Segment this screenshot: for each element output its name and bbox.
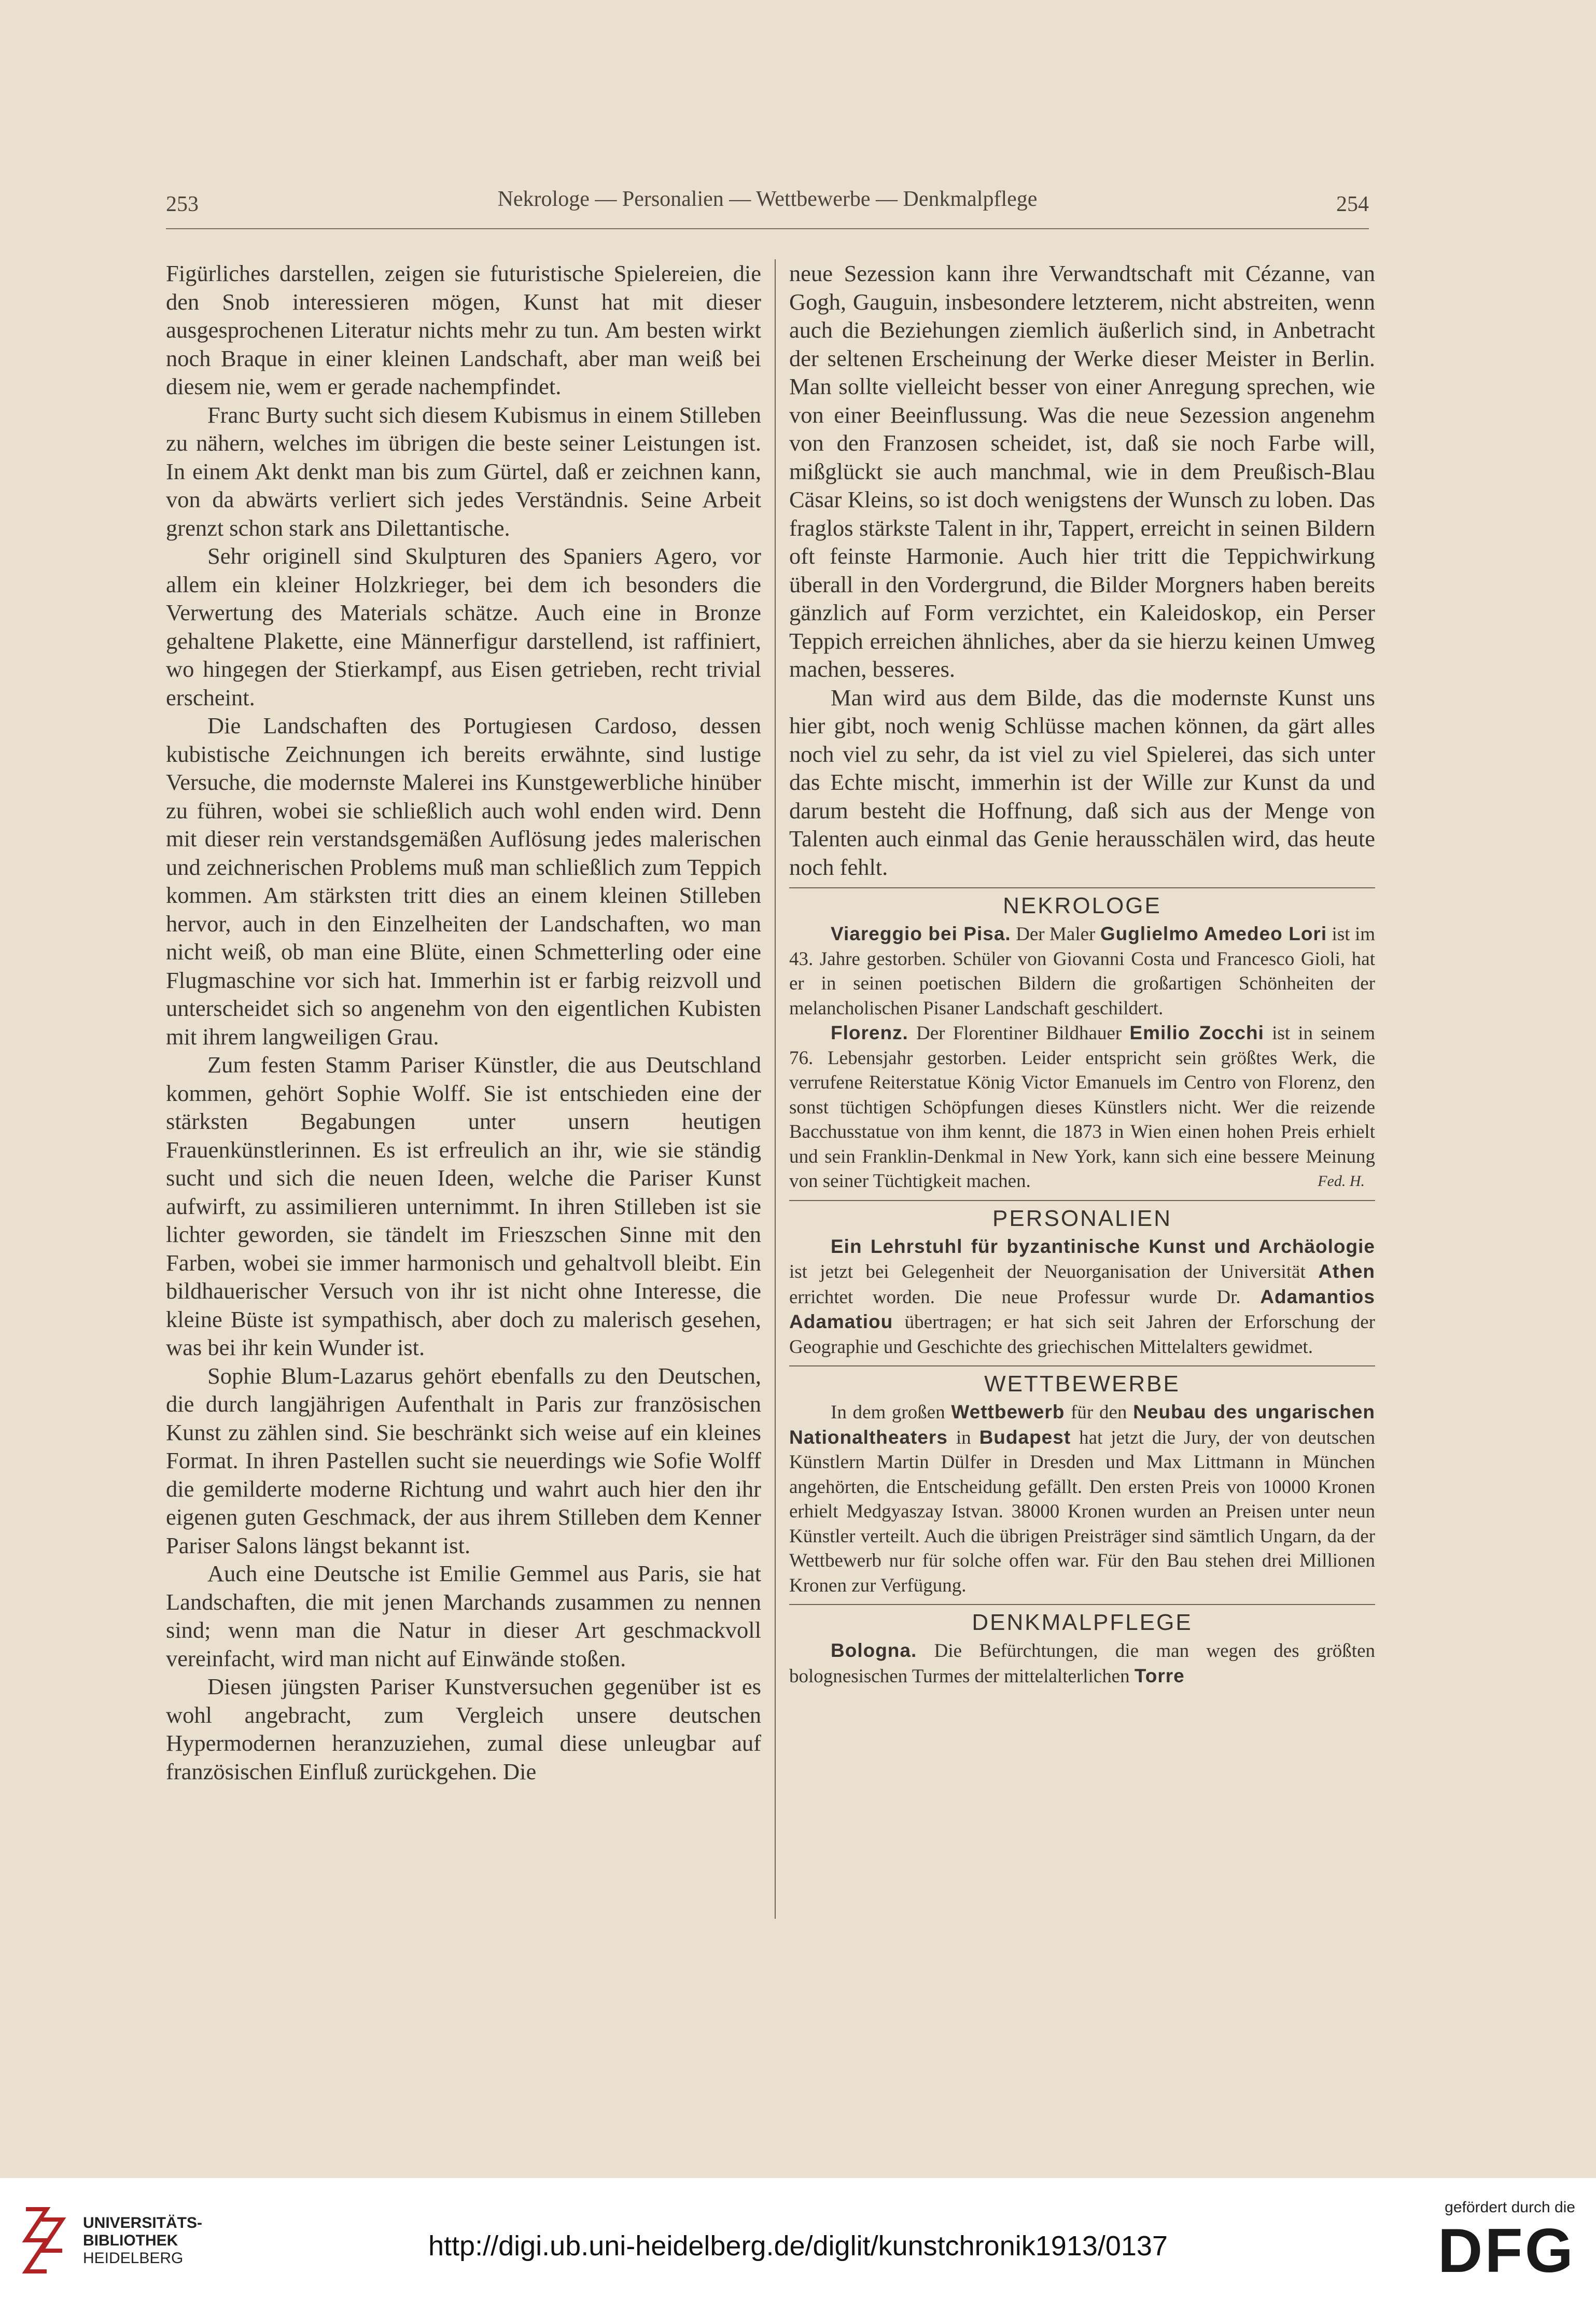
page-number-right: 254 [1336, 192, 1369, 216]
running-title: Nekrologe — Personalien — Wettbewerbe — Denkmalpflege [497, 187, 1038, 211]
funding-label: gefördert durch die [1445, 2199, 1575, 2216]
paragraph: Sehr originell sind Skulpturen des Spaniers Agero, vor allem ein kleiner Holzkrieger, bei dem ich besonders die Verwertung des Materials schätze. Auch eine in Bronze gehaltene Plakette, eine Männerfigur darstellend, ist raffiniert, wo hingegen der Stierkampf, aus Eisen getrieben, recht trivial erscheint. [166, 543, 761, 710]
section-title-denkmalpflege: DENKMALPFLEGE [972, 1610, 1193, 1635]
header-rule [166, 228, 1369, 229]
right-column [789, 259, 1375, 1986]
paragraph: Die Landschaften des Portugiesen Cardoso, dessen kubistische Zeichnungen ich bereits erwähnte, sind lustige Versuche, die modernste Malerei ins Kunstgewerbliche hinüber zu führen, wobei sie schließlich auch wohl enden wird. Denn mit dieser rein verstandsgemäßen Auflösung jedes malerischen und zeichnerischen Problems muß man schließlich zum Teppich kommen. Am stärksten tritt dies an einem kleinen Stilleben hervor, auch in den Einzelheiten der Landschaften, wo man nicht weiß, ob man eine Blüte, einen Schmetterling oder eine Flugmaschine vor sich hat. Immerhin ist er farbig reizvoll und unterscheidet sich so angenehm von den eigentlichen Kubisten mit ihrem langweiligen Grau. [166, 713, 761, 1050]
permalink-url[interactable]: http://digi.ub.uni-heidelberg.de/diglit/kunstchronik1913/0137 [428, 2230, 1168, 2262]
paragraph: Man wird aus dem Bilde, das die modernste Kunst uns hier gibt, noch wenig Schlüsse machen können, da gärt alles noch viel zu sehr, da ist viel zu viel Spielerei, das sich unter das Echte mischt, immerhin ist der Wille zur Kunst da und darum besteht die Hoffnung, daß sich aus der Menge von Talenten auch einmal das Genie herausschälen wird, das heute noch fehlt. [789, 684, 1375, 880]
section-title-personalien: PERSONALIEN [992, 1205, 1172, 1231]
paragraph: Figürliches darstellen, zeigen sie futuristische Spielereien, die den Snob interessieren mögen, Kunst hat mit dieser ausgesprochenen Literatur nichts mehr zu tun. Am besten wirkt noch Braque in einer kleinen Landschaft, aber man weiß bei diesem nie, wem er gerade nachempfindet. [166, 260, 761, 399]
personalien-section [789, 1234, 1375, 1360]
paragraph: Sophie Blum-Lazarus gehört ebenfalls zu den Deutschen, die durch langjährigen Aufenthalt in Paris zur französischen Kunst zu zählen sind. Sie beschränkt sich weise auf ein kleines Format. In ihren Pastellen sucht sie neuerdings wie Sofie Wolff die gemilderte moderne Richtung und wahrt auch hier den ihr eigenen guten Geschmack, der aus ihrem Stilleben dem Kenner Pariser Salons längst bekannt ist. [166, 1362, 761, 1558]
wettbewerbe-section [789, 1400, 1375, 1598]
running-header [166, 187, 1369, 218]
competition-entry: In dem großen Wettbewerb für den Neubau des ungarischen Nationaltheaters in Budapest hat jetzt die Jury, der von deutschen Künstlern Martin Dülfer in Dresden und Max Littmann in München angehörten, die Entscheidung gefällt. Den ersten Preis von 10000 Kronen erhielt Medgyaszay Istvan. 38000 Kronen wurden an Preisen unter neun Künstler verteilt. Auch die übrigen Preisträger sind sämtlich Ungarn, da der Wettbewerb nur für solche offen war. Für den Bau stehen drei Millionen Kronen zur Verfügung. [789, 1401, 1375, 1596]
column-divider [775, 259, 776, 1919]
viewer-footer [0, 2178, 1596, 2302]
paragraph: neue Sezession kann ihre Verwandtschaft mit Cézanne, van Gogh, Gauguin, insbesondere letzterem, nicht abstreiten, wenn auch die Beziehungen ziemlich äußerlich sind, in Anbetracht der seltenen Erscheinung der Werke dieser Meister in Berlin. Man sollte vielleicht besser von einer Anregung sprechen, wie von einer Beeinflussung. Was die neue Sezession angenehm von den Franzosen scheidet, ist, daß sie noch Farbe will, mißglückt sie auch manchmal, wie in dem Preußisch-Blau Cäsar Kleins, so ist doch wenigstens der Wunsch zu loben. Das fraglos stärkste Talent in ihr, Tappert, erreicht in seinen Bildern oft feinste Harmonie. Auch hier tritt die Teppichwirkung überall in den Vordergrund, die Bilder Morgners haben bereits gänzlich auf Form verzichtet, ein Kaleidoskop, ein Perser Teppich erreichen ähnliches, aber da sie hierzu keinen Umweg machen, besseres. [789, 260, 1375, 682]
dfg-funding-logo[interactable] [1420, 2199, 1575, 2287]
library-name: UNIVERSITÄTS- BIBLIOTHEK HEIDELBERG [83, 2214, 203, 2267]
paragraph: Zum festen Stamm Pariser Künstler, die aus Deutschland kommen, gehört Sophie Wolff. Sie ist entschieden eine der stärksten Begabungen unter unsern heutigen Frauenkünstlerinnen. Es ist erfreulich an ihr, wie sie ständig sucht und sich die neuen Ideen, welche die Pariser Kunst aufwirft, zu assimilieren unternimmt. In ihren Stilleben ist sie lichter geworden, sie tändelt im Frieszschen Sinne mit den Farben, wobei sie immer harmonisch und gehaltvoll bleibt. Ein bildhauerischer Versuch von ihr ist nicht ohne Interesse, die kleine Büste ist sympathisch, aber doch zu malerisch gesehen, was bei ihr kein Wunder ist. [166, 1052, 761, 1360]
section-rule [789, 1200, 1375, 1201]
author-signature: Fed. H. [1318, 1173, 1365, 1190]
paragraph: Auch eine Deutsche ist Emilie Gemmel aus Paris, sie hat Landschaften, die mit jenen Marchands zusammen zu nennen sind; wenn man die Natur in dieser Art geschmackvoll vereinfacht, wird man nicht auf Einwände stoßen. [166, 1560, 761, 1671]
obituary-entry: Viareggio bei Pisa. Der Maler Guglielmo Amedeo Lori ist im 43. Jahre gestorben. Schüler von Giovanni Costa und Francesco Gioli, hat er in seinen poetischen Bildern die großartigen Schönheiten der melancholischen Pisaner Landschaft geschildert. [789, 923, 1375, 1019]
section-rule [789, 887, 1375, 888]
left-column [166, 259, 761, 1981]
section-title-nekrologe: NEKROLOGE [1003, 893, 1161, 918]
paragraph: Diesen jüngsten Pariser Kunstversuchen gegenüber ist es wohl angebracht, zum Vergleich unsere deutschen Hypermodernen heranzuziehen, zumal diese unleugbar auf französischen Einfluß zurückgehen. Die [166, 1673, 761, 1784]
section-rule [789, 1365, 1375, 1366]
nekrologe-section [789, 922, 1375, 1194]
page-number-left: 253 [166, 192, 199, 216]
preservation-entry: Bologna. Die Befürchtungen, die man wegen des größten bolognesischen Turmes der mittelalterlichen Torre [789, 1640, 1375, 1687]
section-rule [789, 1604, 1375, 1605]
paragraph: Franc Burty sucht sich diesem Kubismus in einem Stilleben zu nähern, welches im übrigen die beste seiner Leistungen ist. In einem Akt denkt man bis zum Gürtel, daß er zeichnen kann, von da abwärts verliert sich jedes Verständnis. Seine Arbeit grenzt schon stark ans Dilettantische. [166, 401, 761, 541]
dfg-logo-icon: DFG [1437, 2216, 1575, 2285]
personalien-entry: Ein Lehrstuhl für byzantinische Kunst und Archäologie ist jetzt bei Gelegenheit der Neuorganisation der Universität Athen errichtet worden. Die neue Professur wurde Dr. Adamantios Adamatiou übertragen; er hat sich seit Jahren der Erforschung der Geographie und Geschichte des griechischen Mittelalters gewidmet. [789, 1235, 1375, 1358]
denkmalpflege-section [789, 1638, 1375, 1689]
obituary-entry: Florenz. Der Florentiner Bildhauer Emilio Zocchi ist in seinem 76. Lebensjahr gestorben. Leider entspricht sein größtes Werk, die verrufene Reiterstatue König Victor Emanuels im Centro von Florenz, den sonst tüchtigen Schöpfungen dieses Künstlers nicht. Wer die reizende Bacchusstatue von ihm kennt, die 1873 in Wien einen hohen Preis erhielt und sein Franklin-Denkmal in New York, kann sich eine bessere Meinung von seiner Tüchtigkeit machen. Fed. H. [789, 1021, 1375, 1194]
section-title-wettbewerbe: WETTBEWERBE [984, 1371, 1180, 1397]
